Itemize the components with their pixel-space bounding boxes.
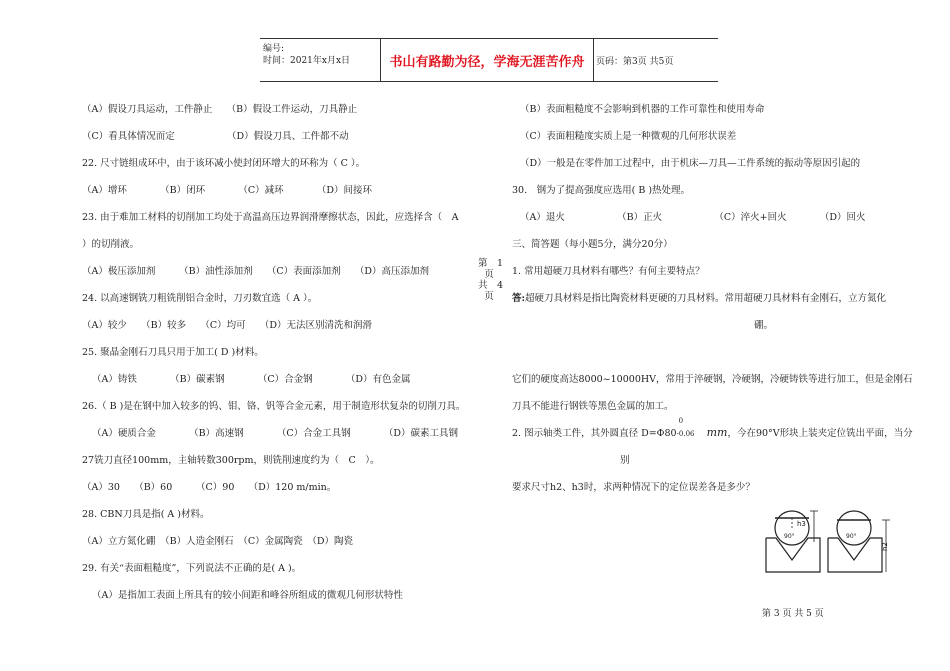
question-30: 30. 钢为了提高强度应选用( B )热处理。 bbox=[512, 185, 691, 196]
middle-page-mark bbox=[478, 258, 504, 302]
question-28-options: （A）立方氮化硼 （B）人造金刚石 （C）金属陶瓷 （D）陶瓷 bbox=[82, 536, 353, 547]
question-27: 27铣刀直径100mm，主轴转数300rpm，则铣削速度约为（ C ）。 bbox=[82, 455, 380, 466]
v-block-figure bbox=[762, 498, 894, 576]
header-number: 编号: bbox=[263, 44, 285, 54]
s2-text-b: ，今在90°V形块上装夹定位铣出平面，当分 bbox=[727, 428, 913, 439]
question-29-option-b: （B）表面粗糙度不会影响到机器的工作可靠性和使用寿命 bbox=[520, 104, 765, 115]
v-block-right bbox=[828, 511, 890, 572]
answer-line3: 它们的硬度高达8000~10000HV，常用于淬硬钢，冷硬钢，冷硬铸铁等进行加工，但是金刚石 bbox=[512, 374, 913, 385]
q21-options-cd: （C）看具体情况而定 （D）假设刀具、工件都不动 bbox=[82, 131, 349, 142]
question-26-options: （A）硬质合金 （B）高速钢 （C）合金工具钢 （D）碳素工具钢 bbox=[92, 428, 458, 439]
middle-mark-line3: 共 4 bbox=[478, 280, 504, 291]
middle-mark-line1: 第 1 bbox=[478, 258, 504, 269]
question-29-option-a: （A）是指加工表面上所具有的较小间距和峰谷所组成的微观几何形状特性 bbox=[92, 590, 403, 601]
middle-mark-line2: 页 bbox=[484, 269, 494, 280]
s2-text-d: 要求尺寸h2、h3时，求两种情况下的定位误差各是多少？ bbox=[512, 482, 755, 493]
header-page-info: 页码：第3页 共5页 bbox=[596, 56, 674, 67]
s2-text-c: 别 bbox=[620, 455, 630, 466]
label-h2: h2 bbox=[881, 542, 889, 551]
tolerance-lower: -0.06 bbox=[676, 429, 695, 438]
question-29-option-d: （D）一般是在零件加工过程中，由于机床—刀具—工件系统的振动等原因引起的 bbox=[520, 158, 861, 169]
label-angle-left: 90° bbox=[784, 533, 795, 540]
question-23-line1: 23. 由于难加工材料的切削加工均处于高温高压边界润滑摩擦状态，因此，应选择含（ A bbox=[82, 212, 459, 223]
label-h3: h3 bbox=[797, 520, 806, 528]
question-29: 29. 有关“表面粗糙度”，下列说法不正确的是( A )。 bbox=[82, 563, 302, 574]
s2-text-a: 2. 图示轴类工件，其外圆直径 D=Φ80 bbox=[512, 428, 677, 439]
page-footer: 第 3 页 共 5 页 bbox=[762, 609, 824, 619]
header-time: 时间：2021年x月x日 bbox=[263, 56, 351, 66]
section-3-title: 三、简答题（每小题5分，满分20分） bbox=[512, 239, 673, 250]
v-block-left bbox=[766, 511, 820, 572]
question-27-options: （A）30 （B）60 （C）90 （D）120 m/min。 bbox=[82, 482, 337, 493]
short-answer-2-question bbox=[512, 416, 913, 439]
answer-line4: 刀具不能进行钢铁等黑色金属的加工。 bbox=[512, 401, 674, 412]
question-22-options: （A）增环 （B）闭环 （C）减环 （D）间接环 bbox=[82, 185, 372, 196]
short-answer-1-answer bbox=[512, 290, 886, 304]
question-29-option-c: （C）表面粗糙度实质上是一种微观的几何形状误差 bbox=[520, 131, 737, 142]
question-26: 26.（ B )是在钢中加入较多的钨、钼、铬、钒等合金元素，用于制造形状复杂的切削刀具。 bbox=[82, 401, 466, 412]
header-motto: 书山有路勤为径，学海无涯苦作舟 bbox=[380, 39, 594, 81]
question-22: 22. 尺寸链组成环中，由于该环减小使封闭环增大的环称为（ C ）。 bbox=[82, 158, 366, 169]
tolerance bbox=[676, 416, 707, 439]
s2-unit: mm bbox=[706, 426, 728, 439]
question-24-options: （A）较少 （B）较多 （C）均可 （D）无法区别清洗和润滑 bbox=[82, 320, 372, 331]
header-meta bbox=[260, 39, 380, 85]
question-25: 25. 聚晶金刚石刀具只用于加工( D )材料。 bbox=[82, 347, 264, 358]
short-answer-1-question: 1. 常用超硬刀具材料有哪些？有何主要特点？ bbox=[512, 266, 705, 277]
question-23-options: （A）极压添加剂 （B）油性添加剂 （C）表面添加剂 （D）高压添加剂 bbox=[82, 266, 429, 277]
tolerance-upper: 0 bbox=[678, 416, 684, 425]
question-23-line2: ）的切削液。 bbox=[82, 239, 140, 250]
q21-options-ab: （A）假设刀具运动，工件静止 （B）假设工件运动，刀具静止 bbox=[82, 104, 358, 115]
question-28: 28. CBN刀具是指( A )材料。 bbox=[82, 509, 210, 520]
question-24: 24. 以高速钢铣刀粗铣削铝合金时，刀刃数宜选（ A ）。 bbox=[82, 293, 318, 304]
label-angle-right: 90° bbox=[846, 533, 857, 540]
answer-line1: 超硬刀具材料是指比陶瓷材料更硬的刀具材料。常用超硬刀具材料有金刚石，立方氮化 bbox=[525, 293, 887, 304]
answer-line2: 硼。 bbox=[754, 320, 774, 331]
answer-label: 答: bbox=[512, 293, 526, 304]
question-30-options: （A）退火 （B）正火 （C）淬火+回火 （D）回火 bbox=[520, 212, 866, 223]
question-25-options: （A）铸铁 （B）碳素钢 （C）合金钢 （D）有色金属 bbox=[92, 374, 411, 385]
page-header bbox=[260, 38, 718, 82]
middle-mark-line4: 页 bbox=[484, 291, 494, 302]
